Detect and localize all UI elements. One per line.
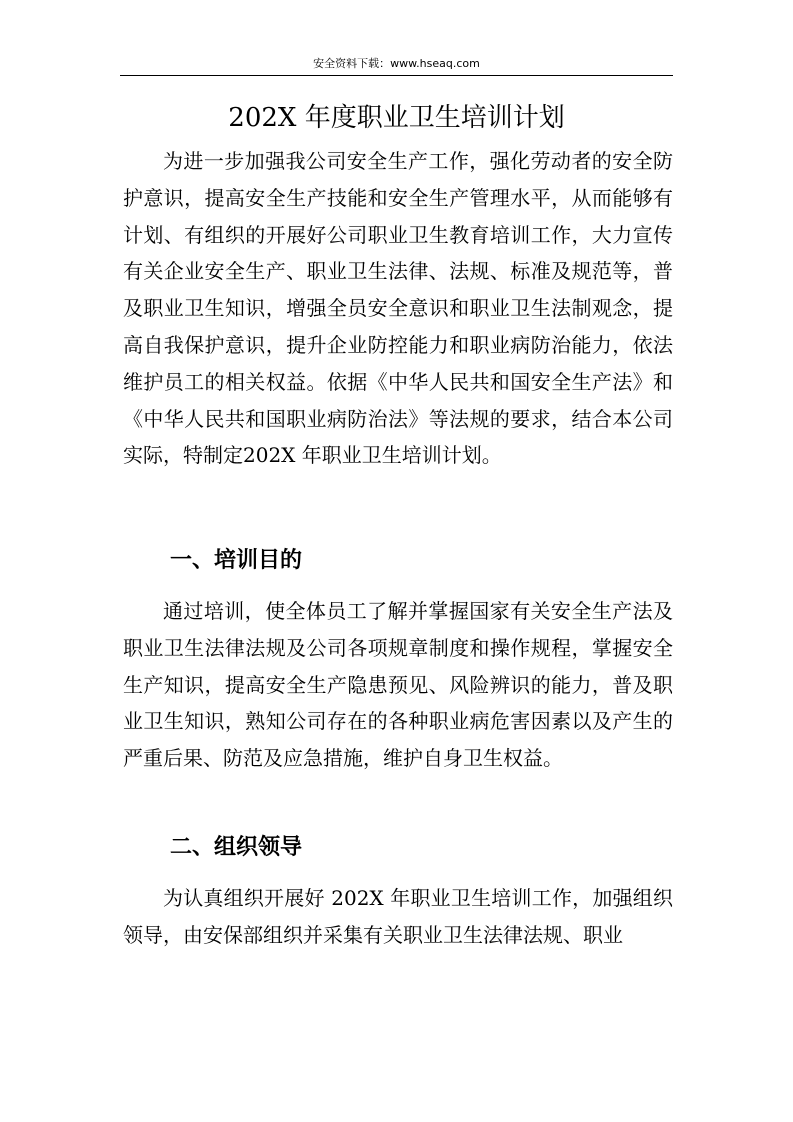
section-heading-organization: 二、组织领导: [170, 835, 303, 860]
header-source-text: 安全资料下载：www.hseaq.com: [313, 57, 480, 70]
page-header: [120, 52, 673, 76]
section-body-organization: 为认真组织开展好 202X 年职业卫生培训工作，加强组织领导，由安保部组织并采集有关职业卫生法律法规、职业: [123, 886, 673, 947]
section-heading-purpose: 一、培训目的: [170, 548, 303, 573]
intro-paragraph: 为进一步加强我公司安全生产工作，强化劳动者的安全防护意识，提高安全生产技能和安全生产管理水平，从而能够有计划、有组织的开展好公司职业卫生教育培训工作，大力宣传有关企业安全生产、职业卫生法律、法规、标准及规范等，普及职业卫生知识，增强全员安全意识和职业卫生法制观念，提高自我保护意识，提升企业防控能力和职业病防治能力，依法维护员工的相关权益。依据《中华人民共和国安全生产法》和《中华人民共和国职业病防治法》等法规的要求，结合本公司实际，特制定202X 年职业卫生培训计划。: [123, 149, 673, 468]
document-title: 202X 年度职业卫生培训计划: [228, 103, 565, 133]
section-body-purpose: 通过培训，使全体员工了解并掌握国家有关安全生产法及职业卫生法律法规及公司各项规章制度和操作规程，掌握安全生产知识，提高安全生产隐患预见、风险辨识的能力，普及职业卫生知识，熟知公司存在的各种职业病危害因素以及产生的严重后果、防范及应急措施，维护自身卫生权益。: [123, 599, 673, 771]
